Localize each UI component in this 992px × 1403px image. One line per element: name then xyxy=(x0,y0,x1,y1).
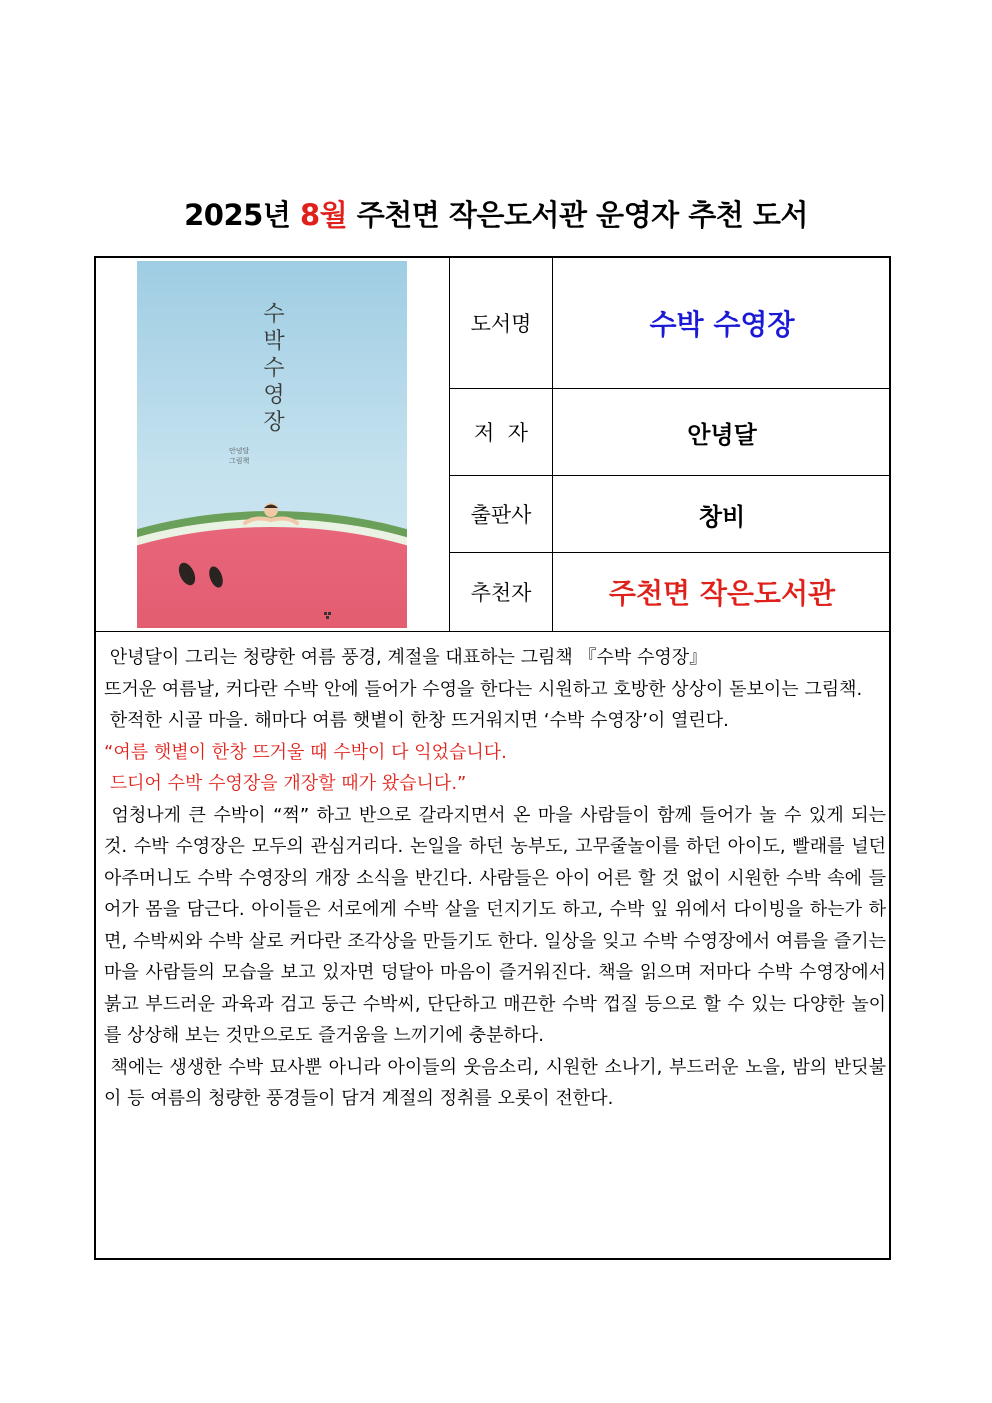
cover-title-char: 장 xyxy=(263,410,285,435)
description-paragraph: 안녕달이 그리는 청량한 여름 풍경, 계절을 대표하는 그림책 『수박 수영장』 xyxy=(104,647,708,668)
author-value: 안녕달 xyxy=(687,420,757,449)
publisher-label: 출판사 xyxy=(470,503,532,527)
cover-cell xyxy=(96,258,449,631)
title-suffix: 주천면 작은도서관 운영자 추천 도서 xyxy=(347,198,808,232)
cover-author-line: 안녕달 xyxy=(229,447,250,455)
cover-title-char: 박 xyxy=(263,329,285,354)
cover-author xyxy=(229,446,249,466)
quote-line: 드디어 수박 수영장을 개장할 때가 왔습니다.” xyxy=(104,773,467,794)
description-paragraph: 뜨거운 여름날, 커다란 수박 안에 들어가 수영을 한다는 시원하고 호방한 상상이 돋보이는 그림책. xyxy=(104,678,863,700)
book-title-value: 수박 수영장 xyxy=(649,308,795,341)
description-paragraph: 책에는 생생한 수박 묘사뿐 아니라 아이들의 웃음소리, 시원한 소나기, 부드러운 노을, 밤의 반딧불이 등 여름의 청량한 풍경들이 담겨 계절의 정취를 오롯이 전한다. xyxy=(104,1056,886,1109)
title-month: 8월 xyxy=(299,198,348,232)
recommender-value: 주천면 작은도서관 xyxy=(608,577,836,610)
cover-title-char: 수 xyxy=(263,302,285,327)
description-paragraph: 엄청나게 큰 수박이 “쩍” 하고 반으로 갈라지면서 온 마을 사람들이 함께 들어가 놀 수 있게 되는 것. 수박 수영장은 모두의 관심거리다. 논일을 하던 농부도, 고무줄놀이를 하던 아이도, 빨래를 널던 아주머니도 수박 수영장의 개장 소식을 반긴다. 사람들은 아이 어른 할 것 없이 시원한 수박 속에 들어가 몸을 담근다. 아이들은 서로에게 수박 살을 던지기도 하고, 수박 잎 위에서 다이빙을 하는가 하면, 수박씨와 수박 살로 커다란 조각상을 만들기도 한다. 일상을 잊고 수박 수영장에서 여름을 즐기는 마을 사람들의 모습을 보고 있자면 덩달아 마음이 즐거워진다. 책을 읽으며 저마다 수박 수영장에서 붉고 부드러운 과육과 검고 둥근 수박씨, 단단하고 매끈한 수박 껍질 등으로 할 수 있는 다양한 놀이를 상상해 보는 것만으로도 즐거움을 느끼기에 충분하다. xyxy=(104,804,892,1046)
book-description xyxy=(104,642,892,1115)
title-prefix: 2025년 xyxy=(184,198,300,232)
author-label: 저 자 xyxy=(474,421,528,445)
cover-author-line: 그림책 xyxy=(229,457,250,465)
cover-title-char: 수 xyxy=(263,356,285,381)
recommender-label: 추천자 xyxy=(470,581,532,605)
book-title-label: 도서명 xyxy=(470,312,532,336)
recommendation-table xyxy=(94,256,891,1260)
divider xyxy=(96,631,891,632)
page-title xyxy=(0,193,992,234)
book-cover-image xyxy=(137,261,407,628)
quote-line: “여름 햇볕이 한창 뜨거울 때 수박이 다 익었습니다. xyxy=(104,741,507,763)
cover-title-char: 영 xyxy=(263,383,285,408)
publisher-value: 창비 xyxy=(698,502,746,531)
description-paragraph: 한적한 시골 마을. 해마다 여름 햇볕이 한창 뜨거워지면 ‘수박 수영장’이 열린다. xyxy=(104,710,729,731)
cover-title xyxy=(259,301,289,436)
